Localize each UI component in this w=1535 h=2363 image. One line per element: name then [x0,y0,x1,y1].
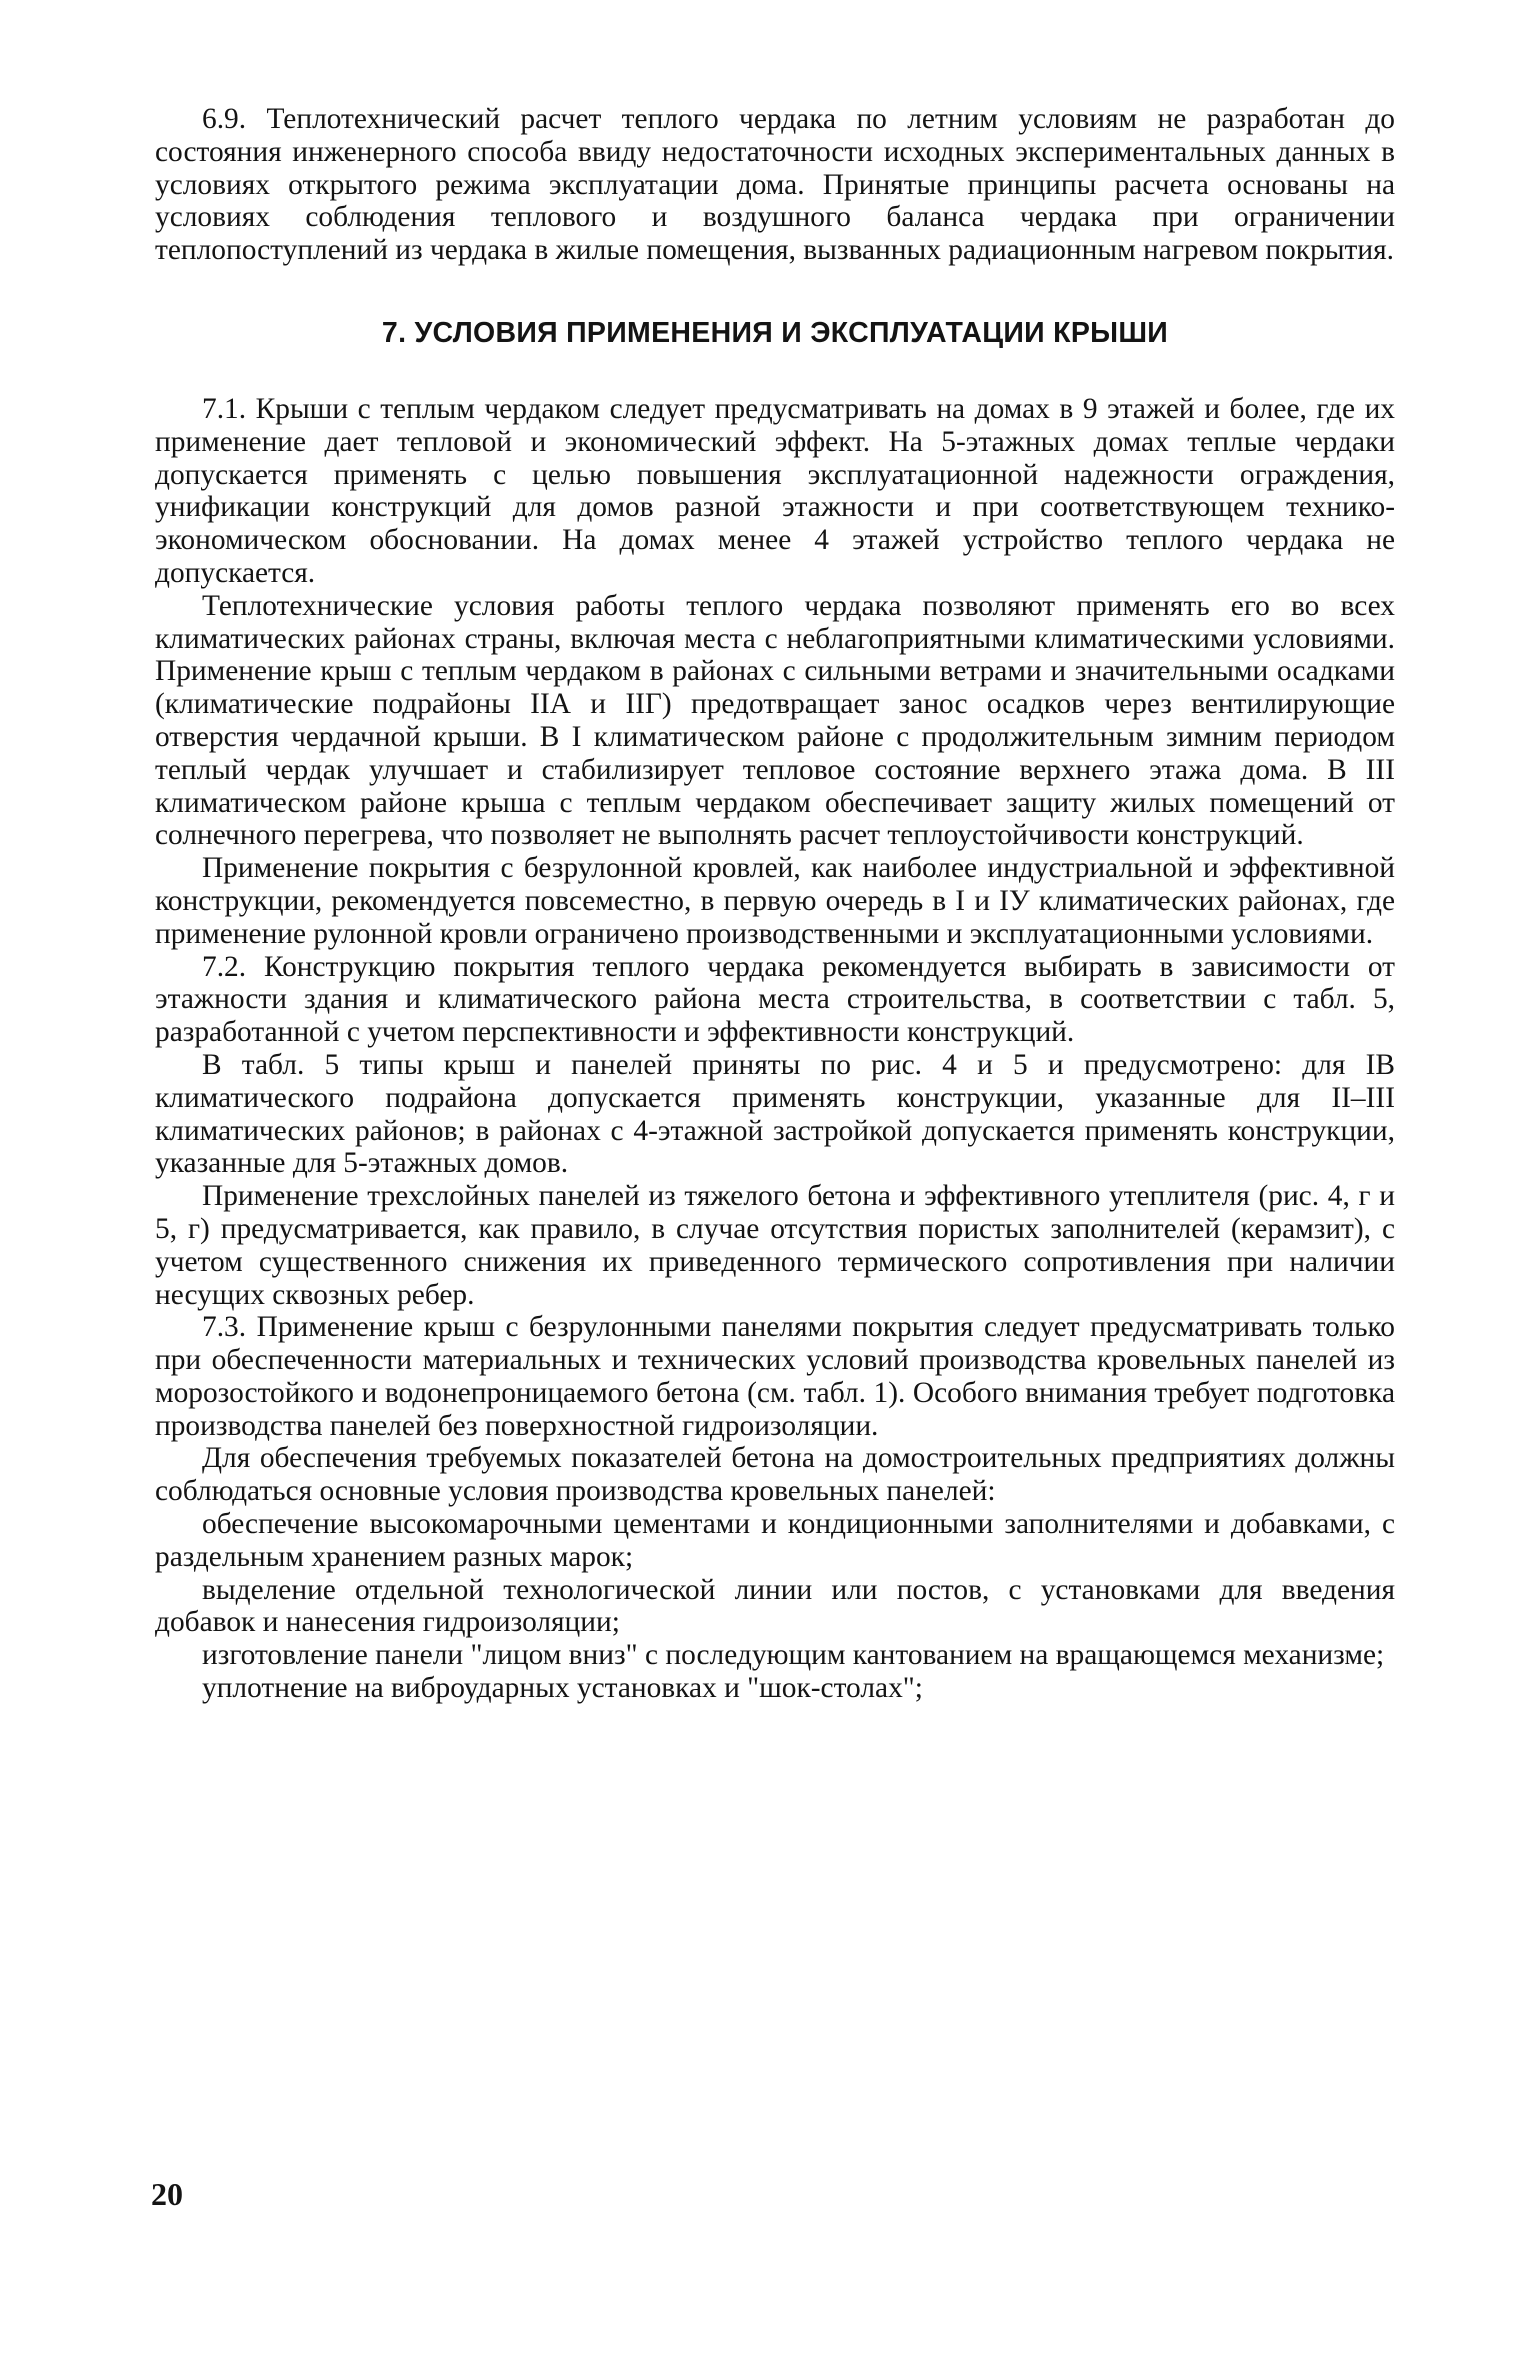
list-item: выделение отдельной технологической линии или постов, с установками для введения добавок и нанесения гидроизоляции; [155,1573,1395,1639]
paragraph-6-9: 6.9. Теплотехнический расчет теплого чердака по летним условиям не разработан до состояния инженерного способа ввиду недостаточности исходных экспериментальных данных в условиях открытого режима эксплуатации дома. Принятые принципы расчета основаны на условиях соблюдения теплового и воздушного баланса чердака при ограничении теплопоступлений из чердака в жилые помещения, вызванных радиационным нагревом покрытия. [155,103,1395,267]
text-column [155,103,1395,1705]
list-item: изготовление панели "лицом вниз" с последующим кантованием на вращающемся механизме; [202,1639,1385,1672]
list-item: уплотнение на виброударных установках и "шок-столах"; [202,1672,923,1705]
list-item: обеспечение высокомарочными цементами и кондиционными заполнителями и добавками, с раздельным хранением разных марок; [155,1508,1395,1573]
paragraph-three-layer-panels: Применение трехслойных панелей из тяжелого бетона и эффективного утеплителя (рис. 4, г и 5, г) предусматривается, как правило, в случае отсутствия пористых заполнителей (керамзит), с учетом существенного снижения их приведенного термического сопротивления при наличии несущих сквозных ребер. [155,1180,1395,1311]
paragraph-rollless-roof: Применение покрытия с безрулонной кровлей, как наиболее индустриальной и эффективной конструкции, рекомендуется повсеместно, в первую очередь в I и IУ климатических районах, где применение рулонной кровли ограничено производственными и эксплуатационными условиями. [155,852,1395,950]
paragraph-7-2: 7.2. Конструкцию покрытия теплого чердака рекомендуется выбирать в зависимости от этажности здания и климатического района места строительства, в соответствии с табл. 5, разработанной с учетом перспективности и эффективности конструкций. [155,950,1395,1049]
section-heading: 7. УСЛОВИЯ ПРИМЕНЕНИЯ И ЭКСПЛУАТАЦИИ КРЫШИ [381,316,1169,349]
paragraph-7-1: 7.1. Крыши с теплым чердаком следует предусматривать на домах в 9 этажей и более, где их применение дает тепловой и экономический эффект. На 5-этажных домах теплые чердаки допускается применять с целью повышения эксплуатационной надежности ограждения, унификации конструкций для домов разной этажности и при соответствующем технико-экономическом обосновании. На домах менее 4 этажей устройство теплого чердака не допускается. [155,392,1395,589]
paragraph-climate-conditions: Теплотехнические условия работы теплого чердака позволяют применять его во всех климатических районах страны, включая места с неблагоприятными климатическими условиями. Применение крыш с теплым чердаком в районах с сильными ветрами и значительными осадками (климатические подрайоны IIА и IIГ) предотвращает занос осадков через вентилирующие отверстия чердачной крыши. В I климатическом районе с продолжительным зимним периодом теплый чердак улучшает и стабилизирует тепловое состояние верхнего этажа дома. В III климатическом районе крыша с теплым чердаком обеспечивает защиту жилых помещений от солнечного перегрева, что позволяет не выполнять расчет теплоустойчивости конструкций. [155,589,1395,852]
paragraph-production-conditions: Для обеспечения требуемых показателей бетона на домостроительных предприятиях должны соблюдаться основные условия производства кровельных панелей: [155,1442,1395,1508]
paragraph-table-5: В табл. 5 типы крыш и панелей приняты по рис. 4 и 5 и предусмотрено: для IВ климатического подрайона допускается применять конструкции, указанные для II–III климатических районов; в районах с 4-этажной застройкой допускается применять конструкции, указанные для 5-этажных домов. [155,1048,1395,1180]
paragraph-7-3: 7.3. Применение крыш с безрулонными панелями покрытия следует предусматривать только при обеспеченности материальных и технических условий производства кровельных панелей из морозостойкого и водонепроницаемого бетона (см. табл. 1). Особого внимания требует подготовка производства панелей без поверхностной гидроизоляции. [155,1311,1395,1442]
page-number: 20 [151,2176,183,2212]
